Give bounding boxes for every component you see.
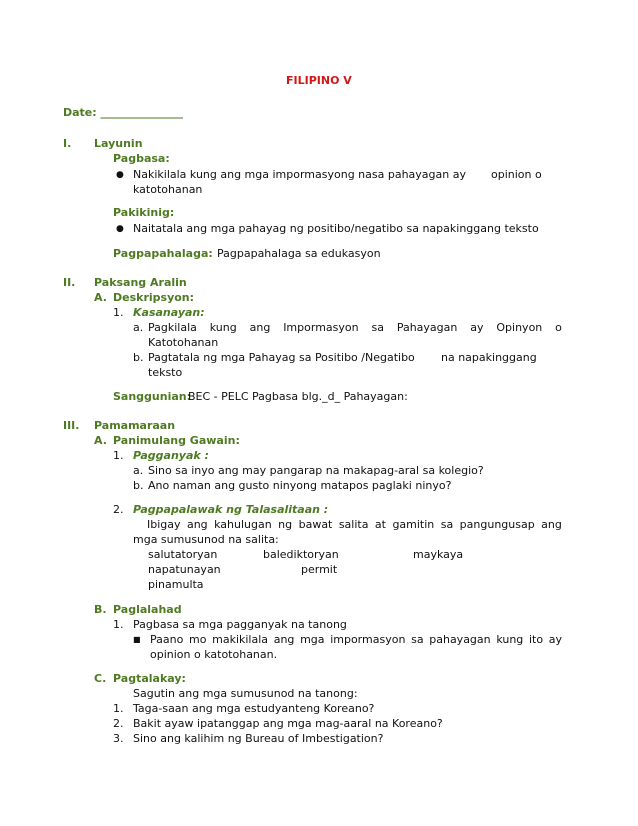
pagpapahalaga-text: Pagpapahalaga sa edukasyon bbox=[217, 247, 381, 260]
word: ang bbox=[273, 633, 295, 646]
sanggunian-label: Sanggunian: bbox=[113, 390, 192, 403]
kasanayan-a-letter: a. bbox=[133, 321, 144, 334]
word: Pahayagan bbox=[396, 321, 458, 334]
pagpapahalaga-label: Pagpapahalaga: bbox=[113, 247, 213, 260]
word: Paano bbox=[150, 633, 184, 646]
kasanayan-b-cont: teksto bbox=[148, 366, 183, 379]
bullet-icon: ● bbox=[116, 224, 124, 234]
word: pangungusap bbox=[459, 518, 535, 531]
section-1-heading: Layunin bbox=[94, 137, 143, 150]
pagganyak-a-text: Sino sa inyo ang may pangarap na makapag-aral sa kolegio? bbox=[148, 464, 484, 477]
vocab-word: maykaya bbox=[413, 548, 464, 561]
word: Ibigay bbox=[147, 518, 181, 531]
word: kung bbox=[209, 321, 237, 334]
kasanayan-number: 1. bbox=[113, 306, 124, 319]
word: sa bbox=[371, 321, 384, 334]
vocab-word: balediktoryan bbox=[263, 548, 339, 561]
kasanayan-b-letter: b. bbox=[133, 351, 144, 364]
word: salita bbox=[338, 518, 369, 531]
section-2-number: II. bbox=[63, 276, 76, 289]
paglalahad-question-cont: opinion o katotohanan. bbox=[150, 648, 278, 661]
section-1-number: I. bbox=[63, 137, 72, 150]
paglalahad-question bbox=[150, 633, 562, 647]
paglalahad-heading: Paglalahad bbox=[113, 603, 182, 616]
word: Opinyon bbox=[496, 321, 543, 334]
document-title: FILIPINO V bbox=[286, 74, 352, 87]
word: ay bbox=[470, 321, 484, 334]
subsection-c-label: C. bbox=[94, 672, 107, 685]
talasalitaan-instruction bbox=[147, 518, 562, 532]
question-number: 1. bbox=[113, 702, 124, 715]
kasanayan-a-text bbox=[148, 321, 562, 335]
pagbasa-objective-cont: katotohanan bbox=[133, 183, 203, 196]
date-field: Date: _______________ bbox=[63, 106, 184, 119]
pakikinig-label: Pakikinig: bbox=[113, 206, 175, 219]
pagbasa-objective-end: opinion o bbox=[491, 168, 542, 181]
question-text: Taga-saan ang mga estudyanteng Koreano? bbox=[133, 702, 375, 715]
pagganyak-number: 1. bbox=[113, 449, 124, 462]
pagbasa-label: Pagbasa: bbox=[113, 152, 170, 165]
word: bawat bbox=[298, 518, 333, 531]
square-bullet-icon: ■ bbox=[133, 635, 141, 644]
vocab-word: salutatoryan bbox=[148, 548, 218, 561]
pagtalakay-heading: Pagtalakay: bbox=[113, 672, 186, 685]
word: at bbox=[374, 518, 386, 531]
subsection-a-label: A. bbox=[94, 291, 107, 304]
word: kung bbox=[496, 633, 524, 646]
kasanayan-b-text-end: na napakinggang bbox=[441, 351, 537, 364]
word: ang bbox=[249, 321, 271, 334]
word: impormasyon bbox=[330, 633, 406, 646]
word: gamitin bbox=[392, 518, 435, 531]
deskripsyon-heading: Deskripsyon: bbox=[113, 291, 195, 304]
kasanayan-b-text: Pagtatala ng mga Pahayag sa Positibo /Negatibo bbox=[148, 351, 415, 364]
section-2-heading: Paksang Aralin bbox=[94, 276, 187, 289]
talasalitaan-instruction-cont: mga sumusunod na salita: bbox=[133, 533, 279, 546]
talasalitaan-number: 2. bbox=[113, 503, 124, 516]
sanggunian-text: BEC - PELC Pagbasa blg._d_ Pahayagan: bbox=[188, 390, 408, 403]
kasanayan-heading: Kasanayan: bbox=[133, 306, 205, 319]
word: Impormasyon bbox=[283, 321, 359, 334]
word: ang bbox=[186, 518, 208, 531]
word: Pagkilala bbox=[148, 321, 197, 334]
paglalahad-1-number: 1. bbox=[113, 618, 124, 631]
word: ay bbox=[548, 633, 562, 646]
word: o bbox=[555, 321, 562, 334]
pagganyak-a-letter: a. bbox=[133, 464, 144, 477]
talasalitaan-heading: Pagpapalawak ng Talasalitaan : bbox=[133, 503, 329, 516]
bullet-icon: ● bbox=[116, 170, 124, 180]
section-3-heading: Pamamaraan bbox=[94, 419, 176, 432]
pagtalakay-intro: Sagutin ang mga sumusunod na tanong: bbox=[133, 687, 358, 700]
word: makikilala bbox=[212, 633, 269, 646]
subsection-b-label: B. bbox=[94, 603, 107, 616]
pagganyak-heading: Pagganyak : bbox=[133, 449, 209, 462]
section-3-number: III. bbox=[63, 419, 80, 432]
pagganyak-b-letter: b. bbox=[133, 479, 144, 492]
word: sa bbox=[440, 518, 454, 531]
panimulang-gawain-heading: Panimulang Gawain: bbox=[113, 434, 240, 447]
pakikinig-objective: Naitatala ang mga pahayag ng positibo/negatibo sa napakinggang teksto bbox=[133, 222, 539, 235]
vocab-word: napatunayan bbox=[148, 563, 221, 576]
word: kahulugan bbox=[214, 518, 272, 531]
subsection-a-label: A. bbox=[94, 434, 107, 447]
word: sa bbox=[411, 633, 424, 646]
word: ito bbox=[528, 633, 544, 646]
word: mga bbox=[300, 633, 325, 646]
question-number: 3. bbox=[113, 732, 124, 745]
vocab-word: pinamulta bbox=[148, 578, 204, 591]
kasanayan-a-cont: Katotohanan bbox=[148, 336, 219, 349]
question-text: Sino ang kalihim ng Bureau of Imbestigation? bbox=[133, 732, 384, 745]
word: mo bbox=[189, 633, 207, 646]
pagganyak-b-text: Ano naman ang gusto ninyong matapos paglaki ninyo? bbox=[148, 479, 452, 492]
vocab-word: permit bbox=[301, 563, 338, 576]
word: ng bbox=[278, 518, 293, 531]
word: ang bbox=[541, 518, 562, 531]
word: pahayagan bbox=[429, 633, 491, 646]
paglalahad-1-text: Pagbasa sa mga pagganyak na tanong bbox=[133, 618, 347, 631]
question-text: Bakit ayaw ipatanggap ang mga mag-aaral na Koreano? bbox=[133, 717, 443, 730]
pagbasa-objective: Nakikilala kung ang mga impormasyong nasa pahayagan ay bbox=[133, 168, 466, 181]
question-number: 2. bbox=[113, 717, 124, 730]
